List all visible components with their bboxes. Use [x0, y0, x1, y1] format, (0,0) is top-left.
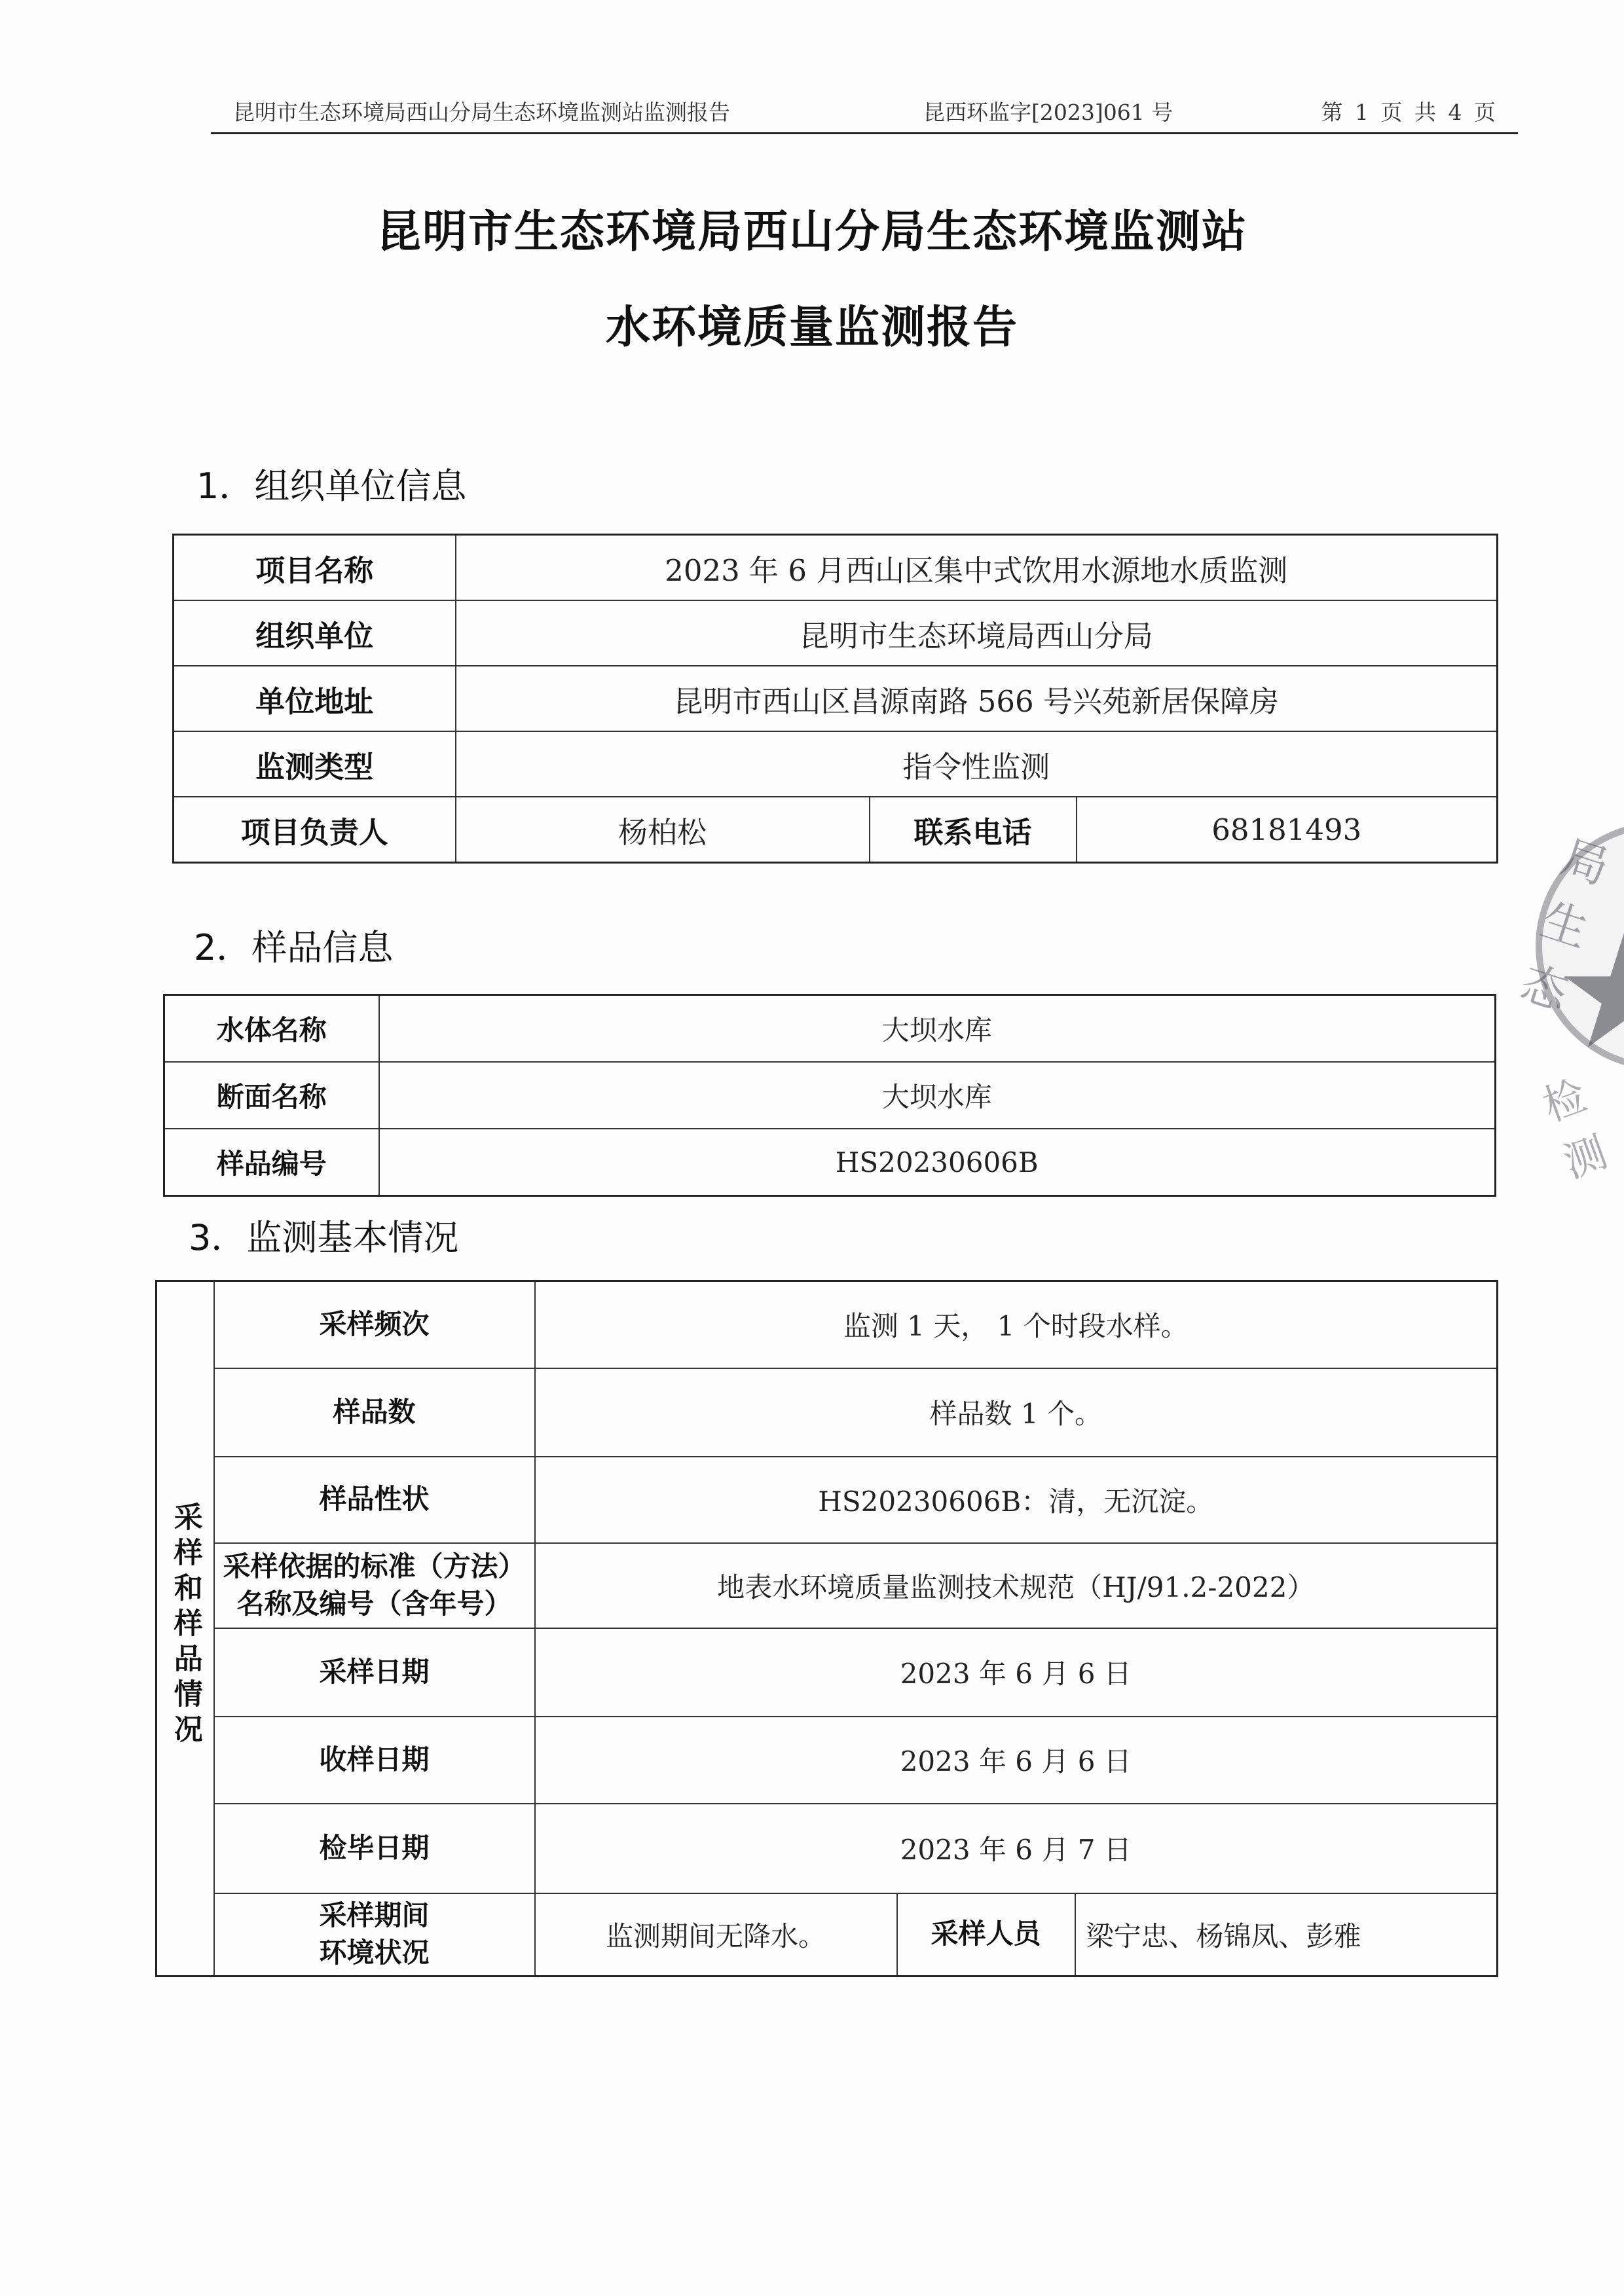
- table-row: [157, 1717, 1498, 1804]
- project-name-label: 项目名称: [174, 535, 456, 601]
- water-body-value: 大坝水库: [379, 995, 1496, 1063]
- table-row: [157, 1368, 1498, 1457]
- section3-heading: 3．监测基本情况: [189, 1217, 459, 1258]
- group-label: 采样和样品情况: [168, 1501, 202, 1749]
- sampler-label: 采样人员: [897, 1893, 1075, 1977]
- finish-date-value: 2023 年 6 月 7 日: [535, 1804, 1498, 1893]
- phone-value: 68181493: [1077, 797, 1498, 863]
- address-value: 昆明市西山区昌源南路 566 号兴苑新居保障房: [456, 666, 1498, 731]
- table-row: [174, 731, 1498, 797]
- table-row: [174, 666, 1498, 731]
- leader-label: 项目负责人: [174, 797, 456, 863]
- leader-value: 杨柏松: [456, 797, 870, 863]
- standard-label-line1: 采样依据的标准（方法）: [223, 1550, 526, 1582]
- sampling-date-label: 采样日期: [214, 1628, 535, 1717]
- standard-label: [214, 1543, 535, 1628]
- address-label: 单位地址: [174, 666, 456, 731]
- table-row: [164, 995, 1496, 1063]
- seal-text-bottom: 检测: [1536, 1071, 1614, 1188]
- standard-label-line2: 名称及编号（含年号）: [236, 1587, 512, 1620]
- table-row: [157, 1804, 1498, 1893]
- monitoring-basic-table: [155, 1280, 1498, 1977]
- receive-date-value: 2023 年 6 月 6 日: [535, 1717, 1498, 1804]
- seal-star-icon: [1559, 933, 1624, 1051]
- table-row: [164, 1129, 1496, 1196]
- section-name-label: 断面名称: [164, 1062, 379, 1129]
- count-label: 样品数: [214, 1368, 535, 1457]
- phone-label: 联系电话: [870, 797, 1077, 863]
- document-title-line2: 水环境质量监测报告: [605, 302, 1018, 354]
- org-label: 组织单位: [174, 600, 456, 666]
- freq-value: 监测 1 天， 1 个时段水样。: [535, 1281, 1498, 1368]
- page-header: [211, 93, 1518, 134]
- organization-info-table: [172, 534, 1498, 864]
- table-row: [157, 1457, 1498, 1543]
- section-name-value: 大坝水库: [379, 1062, 1496, 1129]
- property-label: 样品性状: [214, 1457, 535, 1543]
- env-label-line1: 采样期间: [319, 1899, 430, 1932]
- table-row: [174, 797, 1498, 863]
- section1-heading: 1．组织单位信息: [196, 465, 467, 507]
- sampling-date-value: 2023 年 6 月 6 日: [535, 1628, 1498, 1717]
- env-value: 监测期间无降水。: [535, 1893, 897, 1977]
- section2-heading: 2．样品信息: [194, 927, 394, 968]
- property-value: HS20230606B：清，无沉淀。: [535, 1457, 1498, 1543]
- project-name-value: 2023 年 6 月西山区集中式饮用水源地水质监测: [456, 535, 1498, 601]
- org-value: 昆明市生态环境局西山分局: [456, 600, 1498, 666]
- sample-number-label: 样品编号: [164, 1129, 379, 1196]
- seal-text-top: 局生态: [1514, 829, 1615, 1021]
- sample-number-value: HS20230606B: [379, 1129, 1496, 1196]
- env-label-line2: 环境状况: [319, 1936, 430, 1969]
- group-label-cell: [157, 1281, 214, 1977]
- sampler-value: 梁宁忠、杨锦凤、彭雅: [1075, 1893, 1498, 1977]
- table-row: [157, 1281, 1498, 1368]
- table-row: [157, 1628, 1498, 1717]
- header-report-number: 昆西环监字[2023]061 号: [923, 100, 1173, 125]
- sample-info-table: [163, 994, 1496, 1197]
- table-row: [157, 1543, 1498, 1628]
- env-label: [214, 1893, 535, 1977]
- table-row: [157, 1893, 1498, 1977]
- document-title-line1: 昆明市生态环境局西山分局生态环境监测站: [376, 206, 1247, 258]
- count-value: 样品数 1 个。: [535, 1368, 1498, 1457]
- freq-label: 采样频次: [214, 1281, 535, 1368]
- finish-date-label: 检毕日期: [214, 1804, 535, 1893]
- table-row: [174, 535, 1498, 601]
- table-row: [174, 600, 1498, 666]
- monitor-type-label: 监测类型: [174, 731, 456, 797]
- header-page-number: 第 1 页 共 4 页: [1321, 100, 1498, 125]
- water-body-label: 水体名称: [164, 995, 379, 1063]
- table-row: [164, 1062, 1496, 1129]
- standard-value: 地表水环境质量监测技术规范（HJ/91.2-2022）: [535, 1543, 1498, 1628]
- monitor-type-value: 指令性监测: [456, 731, 1498, 797]
- receive-date-label: 收样日期: [214, 1717, 535, 1804]
- header-report-name: 昆明市生态环境局西山分局生态环境监测站监测报告: [233, 100, 730, 125]
